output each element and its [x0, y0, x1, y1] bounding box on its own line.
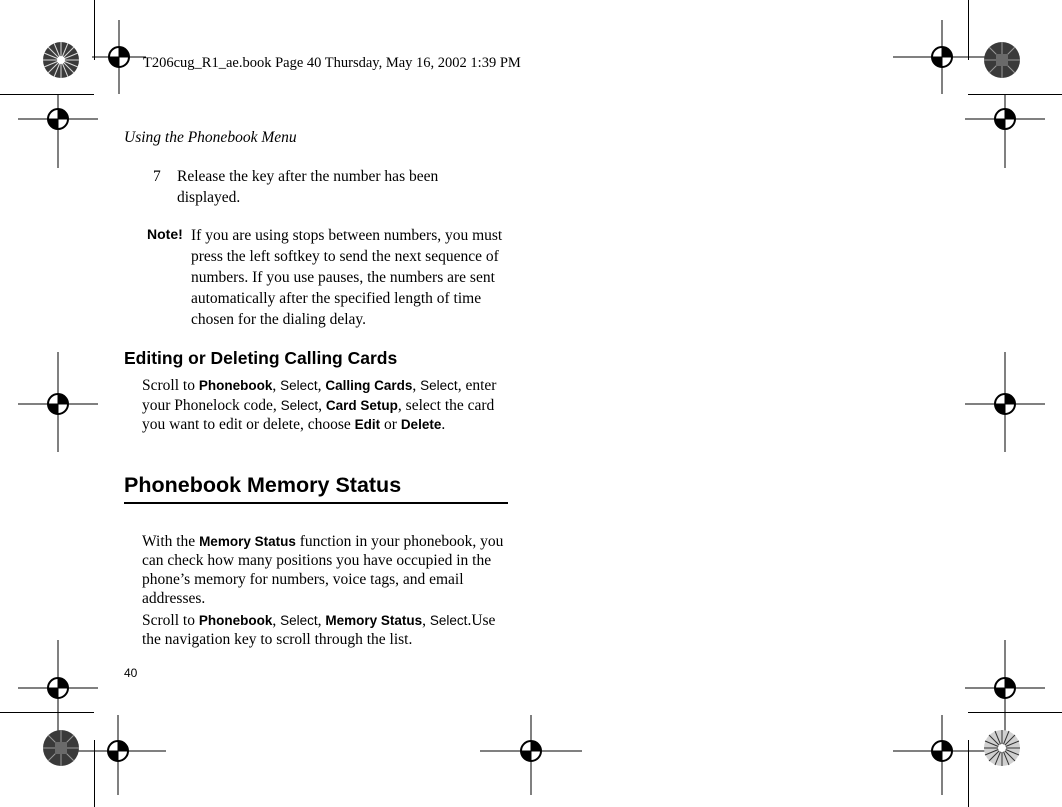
press-target-icon — [983, 41, 1021, 79]
registration-mark-icon — [92, 20, 146, 94]
softkey-select: Select — [420, 378, 458, 393]
text-run: , enter your Phonelock code, — [142, 377, 497, 414]
menu-ref-memory-status: Memory Status — [199, 534, 296, 549]
registration-mark-icon — [18, 352, 98, 452]
text-run: , — [317, 612, 326, 629]
text-run: Scroll to — [142, 377, 199, 394]
memory-status-instructions — [142, 611, 512, 649]
registration-mark-icon — [18, 94, 98, 168]
running-head: Using the Phonebook Menu — [124, 129, 297, 146]
menu-ref-delete: Delete — [400, 417, 442, 432]
registration-mark-icon — [893, 715, 993, 795]
section-heading-memory-status: Phonebook Memory Status — [124, 473, 402, 497]
heading-rule — [124, 502, 508, 504]
registration-mark-icon — [965, 94, 1045, 168]
menu-ref-phonebook: Phonebook — [198, 613, 273, 628]
press-target-icon — [42, 729, 80, 767]
text-run: Scroll to — [142, 612, 199, 629]
note-label: Note! — [147, 226, 183, 242]
text-run: , — [317, 377, 326, 394]
text-run: function in your phonebook, you can check how many positions you have occupied in the phone’s memory for numbers, voice tags, and email addresses. — [142, 533, 504, 607]
print-header: T206cug_R1_ae.book Page 40 Thursday, May 16, 2002 1:39 PM — [143, 55, 521, 71]
press-target-icon — [42, 41, 80, 79]
text-run: , — [318, 396, 326, 414]
text-run: or — [380, 416, 401, 433]
page-number: 40 — [124, 666, 138, 680]
step-text: Release the key after the number has been displayed. — [177, 168, 439, 206]
step-item — [153, 166, 483, 208]
memory-status-intro — [142, 532, 512, 608]
press-target-icon — [983, 729, 1021, 767]
text-run: .Use the navigation key to scroll through the list. — [142, 612, 496, 648]
softkey-select: Select — [280, 378, 318, 393]
text-run: , — [272, 377, 281, 394]
menu-ref-phonebook: Phonebook — [198, 378, 273, 393]
step-number: 7 — [153, 168, 161, 185]
text-run: . — [441, 416, 446, 433]
registration-mark-icon — [965, 352, 1045, 452]
menu-ref-edit: Edit — [354, 417, 381, 432]
menu-ref-memory-status: Memory Status — [325, 613, 423, 628]
note-text: If you are using stops between numbers, you must press the left softkey to send the next sequence of numbers. If you use pauses, the numbers are sent automatically after the specified length of time chosen for the dialing delay. — [191, 227, 503, 328]
softkey-select: Select — [280, 613, 318, 628]
text-run: , select the card you want to edit or delete, choose — [142, 396, 495, 433]
softkey-select: Select — [280, 397, 319, 413]
calling-cards-instructions — [142, 376, 502, 435]
text-run: , — [412, 377, 421, 394]
menu-ref-calling-cards: Calling Cards — [325, 378, 413, 393]
text-run: , — [272, 612, 281, 629]
registration-mark-icon — [893, 20, 993, 94]
registration-mark-icon — [66, 715, 166, 795]
section-heading-calling-cards: Editing or Deleting Calling Cards — [124, 348, 398, 368]
text-run: , — [422, 612, 430, 629]
softkey-select: Select — [429, 613, 468, 628]
menu-ref-card-setup: Card Setup — [325, 397, 398, 413]
text-run: With the — [142, 533, 200, 550]
registration-mark-icon — [480, 715, 582, 795]
